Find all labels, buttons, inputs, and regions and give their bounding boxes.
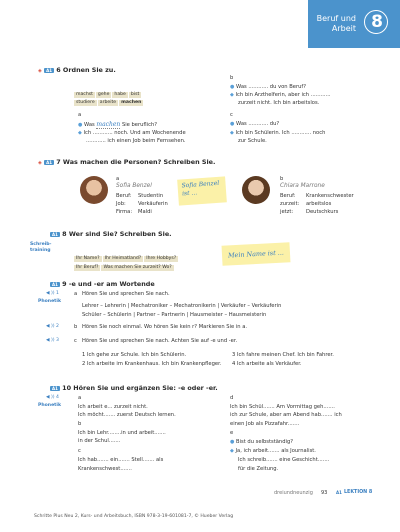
ex6-c-line2: ◆ Ich bin Schülerin. Ich ............ noch: [230, 130, 326, 136]
ex10-e-label: e: [230, 430, 234, 436]
exercise-heading: Was machen die Personen? Schreiben Sie.: [62, 158, 216, 166]
audio-track-icon[interactable]: ◀ )) 4: [46, 395, 59, 400]
level-badge: A1: [46, 159, 52, 165]
ex10-line: einen Job als Pizzafahr.......: [230, 421, 300, 427]
ex9-c-item: 4 Ich arbeite als Verkäufer.: [232, 361, 302, 367]
chapter-title-line2: Arbeit: [331, 24, 356, 33]
chapter-header: [0, 0, 400, 50]
page-label: dreiundneunzig: [274, 490, 313, 496]
word-tag: gehe: [97, 92, 110, 97]
ex9-b-instruction: b Hören Sie noch einmal. Wo hören Sie kein r? Markieren Sie in a.: [74, 324, 248, 330]
ex10-b-label: b: [78, 421, 82, 427]
ex10-line: Ich hab....... ein....... Stell....... als: [78, 457, 164, 463]
ex6-a-line2: ◆ Ich ............ noch. Und am Wochenende: [78, 130, 186, 136]
exercise-number: 9: [62, 280, 67, 288]
ex7-b-row: zurzeit: arbeitslos: [280, 201, 332, 207]
ex6-a-label: a: [78, 112, 82, 118]
exercise-heading: Wer sind Sie? Schreiben Sie.: [68, 230, 172, 238]
ex7-a-row: Firma: Maldi: [116, 209, 152, 215]
level-badge: A1: [46, 67, 52, 73]
word-tag: arbeite: [99, 100, 117, 105]
exercise-number: 7: [56, 158, 61, 166]
ex9-a-instruction: a Hören Sie und sprechen Sie nach.: [74, 291, 170, 297]
lesson-number: 8: [371, 12, 383, 32]
ex10-line: Ich möcht....... zuerst Deutsch lernen.: [78, 412, 176, 418]
exercise-heading: Hören Sie und ergänzen Sie: -e oder -er.: [73, 384, 218, 392]
level-badge: A1: [52, 231, 58, 237]
ex7-b-row: jetzt: Deutschkurs: [280, 209, 339, 215]
word-tag: studiere: [76, 100, 95, 105]
exercise-7-title: [38, 158, 215, 166]
exercise-number: 8: [62, 230, 67, 238]
ex6-b-label: b: [230, 75, 234, 81]
level-badge: A1: [52, 281, 58, 287]
level-badge: A1: [336, 490, 342, 495]
exercise-number: 10: [62, 384, 72, 392]
ex10-line: Krankenschwest.......: [78, 466, 132, 472]
sticky-note: Sofia Benzel ist ...: [177, 176, 227, 205]
ex7-b-label: b: [280, 176, 284, 182]
ex10-line: Ich bin Lehr........in und arbeit.......: [78, 430, 166, 436]
page-footer: [0, 490, 400, 500]
ex9-c-item: 1 Ich gehe zur Schule. Ich bin Schülerin.: [82, 352, 187, 358]
side-label-schreibtraining: Schreib- training: [30, 242, 52, 253]
word-tag: machen: [121, 100, 142, 105]
ex10-line: für die Zeitung.: [238, 466, 279, 472]
chapter-title-line1: Beruf und: [316, 14, 356, 23]
imprint: Schritte Plus Neu 2, Kurs- und Arbeitsbuch, ISBN 978-3-19-601081-7, © Hueber Verlag: [34, 514, 234, 519]
ex10-line: Ich arbeit e... zurzeit nicht.: [78, 404, 148, 410]
question-tags-row-1: Ihr Name? Ihr Heimatland? Ihre Hobbys?: [76, 256, 177, 261]
person-name: Chiara Marrone: [280, 183, 325, 189]
handwritten-answer: machen: [96, 121, 121, 128]
ex10-line: ◆ Ja, ich arbeit....... als Journalist.: [230, 448, 316, 454]
exercise-8-title: [50, 230, 172, 238]
ex6-c-line1: ● Was ............ du?: [230, 121, 280, 127]
audio-track-icon[interactable]: ◀ )) 3: [46, 338, 59, 343]
lesson-label: LEKTION 8: [344, 490, 373, 495]
ex9-a-words-line2: Schüler – Schülerin | Partner – Partnerin | Hausmeister – Hausmeisterin: [82, 312, 267, 318]
exercise-10-title: [50, 384, 218, 392]
photo-sofia: [80, 176, 108, 204]
question-tags-row-2: Ihr Beruf? Was machen Sie zurzeit? Wo?: [76, 265, 172, 270]
exercise-9-title: [50, 280, 155, 288]
exercise-heading: -e und -er am Wortende: [68, 280, 155, 288]
ex7-a-label: a: [116, 176, 120, 182]
diamond-icon: ◈: [38, 68, 42, 74]
word-tag: bist: [130, 92, 140, 97]
ex6-b-line1: ● Was ............ du von Beruf?: [230, 84, 306, 90]
ex10-line: Ich bin Schül....... Am Vormittag geh.......: [230, 404, 335, 410]
exercise-6-title: [38, 66, 116, 74]
ex7-a-row: Job: Verkäuferin: [116, 201, 168, 207]
word-tag: machst: [76, 92, 93, 97]
ex7-b-row: Beruf: Krankenschwester: [280, 193, 354, 199]
ex9-c-instruction: c Hören Sie und sprechen Sie nach. Achten Sie auf -e und -er.: [74, 338, 238, 344]
ex6-c-label: c: [230, 112, 233, 118]
ex10-line: Ich schreib....... eine Geschicht.......: [238, 457, 330, 463]
ex9-a-words-line1: Lehrer – Lehrerin | Mechatroniker – Mechatronikerin | Verkäufer – Verkäuferin: [82, 303, 282, 309]
ex10-a-label: a: [78, 395, 82, 401]
page-number: 93: [321, 490, 328, 496]
sticky-note: Mein Name ist ...: [222, 242, 291, 266]
side-label-phonetik: Phonetik: [38, 403, 62, 408]
ex10-c-label: c: [78, 448, 81, 454]
photo-chiara: [242, 176, 270, 204]
diamond-icon: ◈: [38, 160, 42, 166]
ex7-a-row: Beruf: Studentin: [116, 193, 164, 199]
level-badge: A1: [52, 385, 58, 391]
ex6-c-line3: zur Schule.: [238, 138, 267, 144]
ex9-c-item: 2 Ich arbeite im Krankenhaus. Ich bin Krankenpfleger.: [82, 361, 222, 367]
ex6-b-line2: ◆ Ich bin Arzthelferin, aber ich ............: [230, 92, 331, 98]
word-tag: habe: [114, 92, 126, 97]
ex6-a-line3: ............ ich einen Job beim Fernsehen.: [86, 138, 186, 144]
side-label-phonetik: Phonetik: [38, 299, 62, 304]
ex6-a-line1: ● Was machen Sie beruflich?: [78, 121, 158, 128]
ex10-line: ich zur Schule, aber am Abend hab....... ich: [230, 412, 342, 418]
audio-track-icon[interactable]: ◀ )) 1: [46, 291, 59, 296]
ex10-line: in der Schul.......: [78, 438, 121, 444]
ex10-d-label: d: [230, 395, 234, 401]
exercise-heading: Ordnen Sie zu.: [62, 66, 116, 74]
audio-track-icon[interactable]: ◀ )) 2: [46, 324, 59, 329]
ex9-c-item: 3 Ich fahre meinen Chef. Ich bin Fahrer.: [232, 352, 334, 358]
exercise-number: 6: [56, 66, 61, 74]
ex10-line: ● Bist du selbstständig?: [230, 439, 293, 445]
person-name: Sofia Benzel: [116, 183, 152, 189]
word-box-row-2: [74, 88, 144, 107]
ex6-b-line3: zurzeit nicht. Ich bin arbeitslos.: [238, 100, 320, 106]
